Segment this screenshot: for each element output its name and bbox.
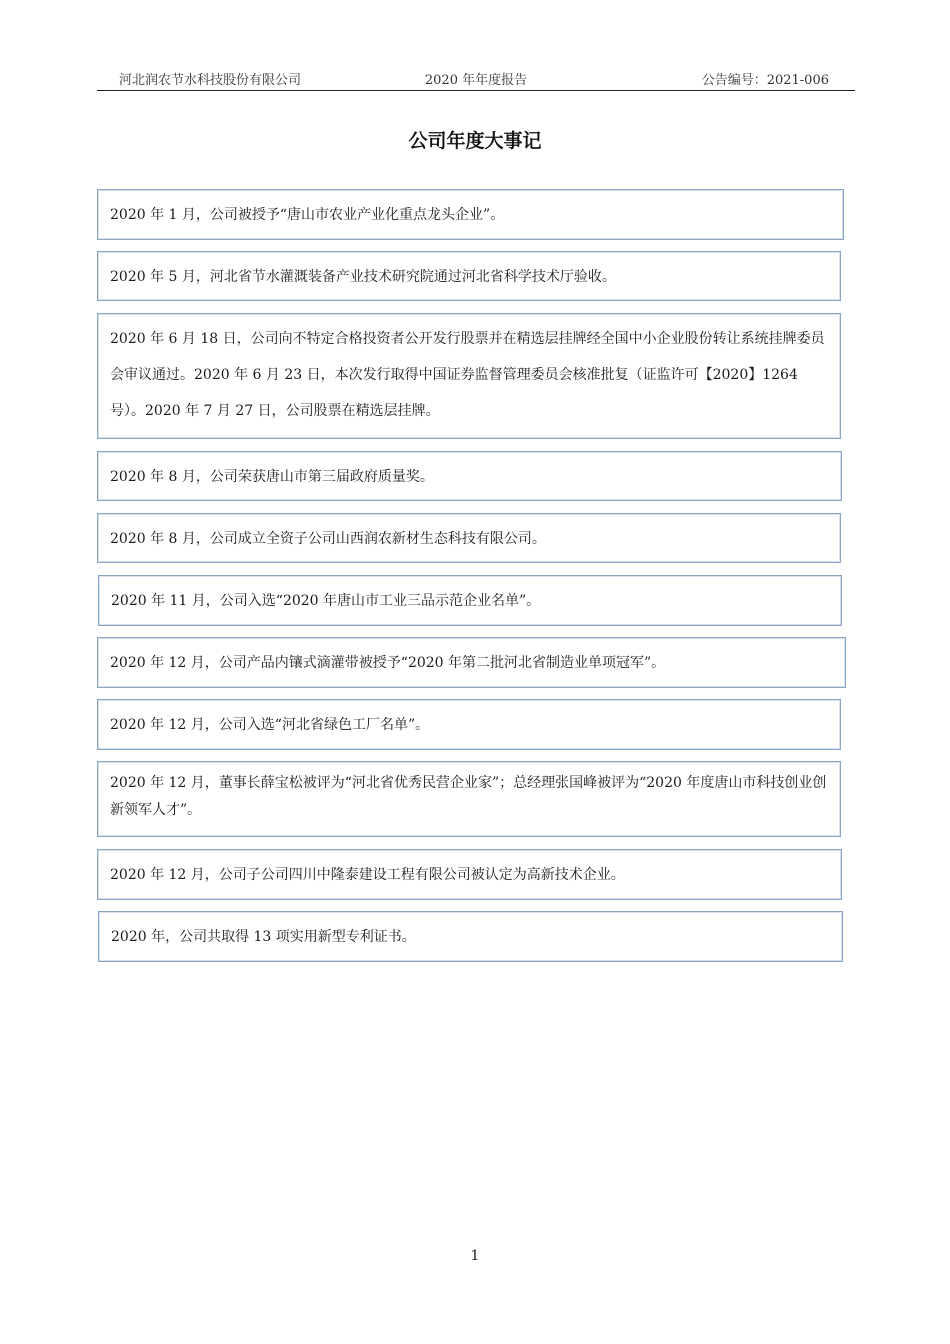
event-box: 2020 年 5 月，河北省节水灌溉装备产业技术研究院通过河北省科学技术厅验收。 bbox=[97, 251, 841, 301]
event-box: 2020 年 8 月，公司成立全资子公司山西润农新材生态科技有限公司。 bbox=[97, 513, 841, 563]
event-box: 2020 年 12 月，公司产品内镶式滴灌带被授予“2020 年第二批河北省制造业单项冠军”。 bbox=[97, 637, 846, 688]
event-box: 2020 年，公司共取得 13 项实用新型专利证书。 bbox=[98, 911, 843, 962]
page-header bbox=[97, 66, 855, 91]
event-box: 2020 年 11 月，公司入选“2020 年唐山市工业三品示范企业名单”。 bbox=[98, 575, 842, 626]
page-title: 公司年度大事记 bbox=[408, 130, 542, 152]
event-box: 2020 年 12 月，公司入选“河北省绿色工厂名单”。 bbox=[97, 699, 841, 750]
event-box: 2020 年 12 月，董事长薛宝松被评为“河北省优秀民营企业家”；总经理张国峰被评为“2020 年度唐山市科技创业创新领军人才”。 bbox=[97, 761, 841, 837]
header-report-title: 2020 年年度报告 bbox=[424, 73, 528, 88]
event-box: 2020 年 6 月 18 日，公司向不特定合格投资者公开发行股票并在精选层挂牌经全国中小企业股份转让系统挂牌委员会审议通过。2020 年 6 月 23 日，本次发行取得中国证券监督管理委员会核准批复（证监许可【2020】1264 号）。2020 年 7 月 27 日，公司股票在精选层挂牌。 bbox=[97, 313, 841, 439]
page-number: 1 bbox=[470, 1248, 480, 1264]
event-box: 2020 年 12 月，公司子公司四川中隆泰建设工程有限公司被认定为高新技术企业。 bbox=[97, 849, 842, 900]
event-box: 2020 年 8 月，公司荣获唐山市第三届政府质量奖。 bbox=[97, 451, 842, 501]
header-company: 河北润农节水科技股份有限公司 bbox=[119, 73, 302, 88]
event-box: 2020 年 1 月，公司被授予“唐山市农业产业化重点龙头企业”。 bbox=[97, 189, 844, 240]
header-announcement-code: 公告编号：2021-006 bbox=[701, 73, 829, 88]
